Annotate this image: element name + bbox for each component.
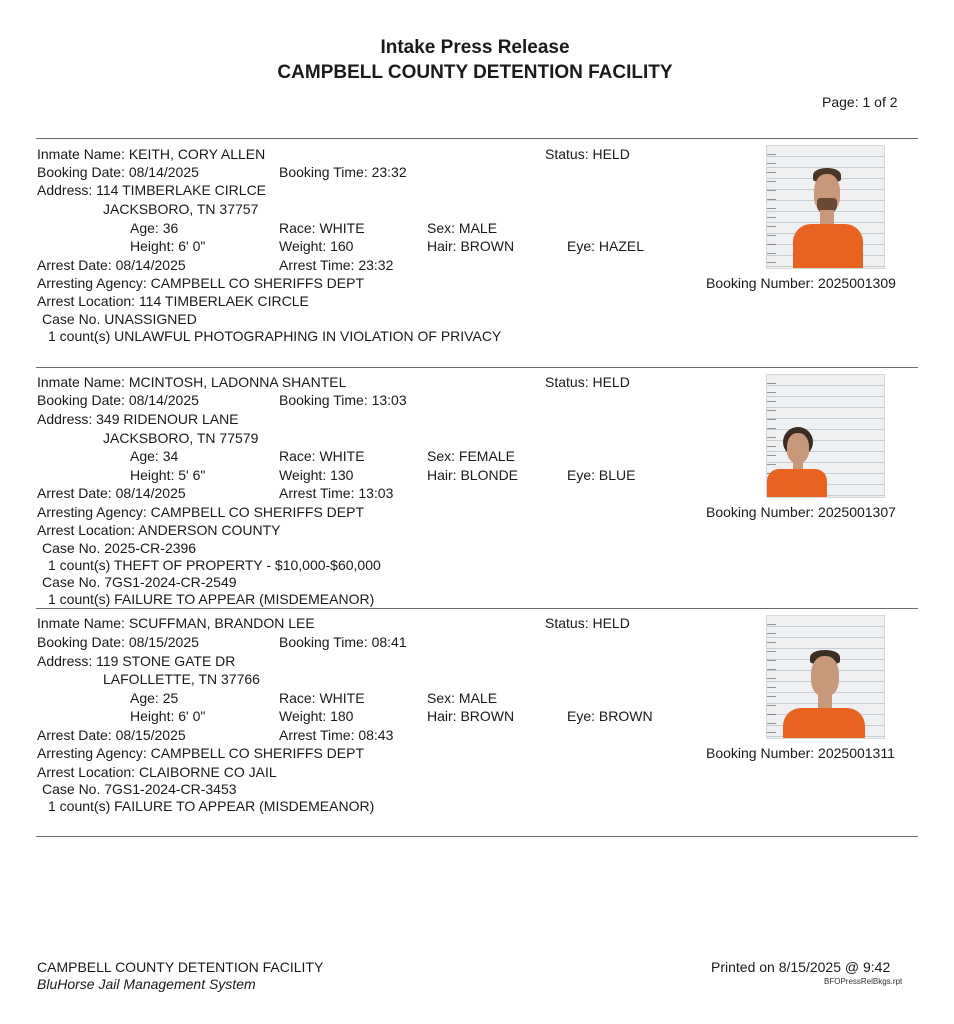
report-name: BFOPressRelBkgs.rpt <box>824 977 903 986</box>
sex: Sex: MALE <box>427 220 498 236</box>
height: Height: 5' 6" <box>130 467 206 483</box>
arrest-location: Arrest Location: 114 TIMBERLAEK CIRCLE <box>37 293 309 309</box>
mugshot-photo <box>766 374 885 498</box>
booking-number: Booking Number: 2025001307 <box>706 504 896 520</box>
arrest-date: Arrest Date: 08/14/2025 <box>37 257 186 273</box>
footer-facility: CAMPBELL COUNTY DETENTION FACILITY <box>37 959 324 975</box>
document-title: Intake Press Release <box>380 37 570 58</box>
inmate-name: Inmate Name: SCUFFMAN, BRANDON LEE <box>37 615 315 631</box>
age: Age: 36 <box>130 220 179 236</box>
race: Race: WHITE <box>279 690 365 706</box>
arresting-agency: Arresting Agency: CAMPBELL CO SHERIFFS DEPT <box>37 745 365 761</box>
booking-date: Booking Date: 08/14/2025 <box>37 392 199 408</box>
race: Race: WHITE <box>279 220 365 236</box>
eye: Eye: BLUE <box>567 467 636 483</box>
age: Age: 25 <box>130 690 179 706</box>
mugshot-photo <box>766 615 885 739</box>
eye: Eye: BROWN <box>567 708 653 724</box>
divider <box>36 138 918 139</box>
address-line2: JACKSBORO, TN 77579 <box>103 430 259 446</box>
booking-time: Booking Time: 13:03 <box>279 392 407 408</box>
charge: 1 count(s) FAILURE TO APPEAR (MISDEMEANOR) <box>48 591 375 607</box>
age: Age: 34 <box>130 448 179 464</box>
address-line1: Address: 114 TIMBERLAKE CIRLCE <box>37 182 267 198</box>
arrest-time: Arrest Time: 13:03 <box>279 485 394 501</box>
weight: Weight: 130 <box>279 467 354 483</box>
inmate-name: Inmate Name: KEITH, CORY ALLEN <box>37 146 266 162</box>
case-number: Case No. UNASSIGNED <box>42 311 197 327</box>
inmate-name: Inmate Name: MCINTOSH, LADONNA SHANTEL <box>37 374 347 390</box>
booking-time: Booking Time: 23:32 <box>279 164 407 180</box>
booking-date: Booking Date: 08/15/2025 <box>37 634 199 650</box>
address-line2: LAFOLLETTE, TN 37766 <box>103 671 260 687</box>
hair: Hair: BROWN <box>427 708 515 724</box>
status: Status: HELD <box>545 146 630 162</box>
height: Height: 6' 0" <box>130 238 206 254</box>
printed-timestamp: Printed on 8/15/2025 @ 9:42 <box>711 959 891 975</box>
divider <box>36 836 918 837</box>
charge: 1 count(s) UNLAWFUL PHOTOGRAPHING IN VIOLATION OF PRIVACY <box>48 328 502 344</box>
address-line2: JACKSBORO, TN 37757 <box>103 201 259 217</box>
divider <box>36 367 918 368</box>
booking-number: Booking Number: 2025001309 <box>706 275 896 291</box>
weight: Weight: 180 <box>279 708 354 724</box>
status: Status: HELD <box>545 374 630 390</box>
arresting-agency: Arresting Agency: CAMPBELL CO SHERIFFS DEPT <box>37 504 365 520</box>
case-number: Case No. 2025-CR-2396 <box>42 540 197 556</box>
charge: 1 count(s) FAILURE TO APPEAR (MISDEMEANOR) <box>48 798 375 814</box>
mugshot-photo <box>766 145 885 269</box>
sex: Sex: FEMALE <box>427 448 515 464</box>
footer-system: BluHorse Jail Management System <box>37 976 256 992</box>
status: Status: HELD <box>545 615 630 631</box>
race: Race: WHITE <box>279 448 365 464</box>
booking-date: Booking Date: 08/14/2025 <box>37 164 199 180</box>
booking-time: Booking Time: 08:41 <box>279 634 407 650</box>
arrest-location: Arrest Location: ANDERSON COUNTY <box>37 522 281 538</box>
arrest-time: Arrest Time: 08:43 <box>279 727 394 743</box>
arrest-location: Arrest Location: CLAIBORNE CO JAIL <box>37 764 277 780</box>
weight: Weight: 160 <box>279 238 354 254</box>
height: Height: 6' 0" <box>130 708 206 724</box>
arrest-date: Arrest Date: 08/14/2025 <box>37 485 186 501</box>
charge: 1 count(s) THEFT OF PROPERTY - $10,000-$60,000 <box>48 557 381 573</box>
hair: Hair: BROWN <box>427 238 515 254</box>
sex: Sex: MALE <box>427 690 498 706</box>
address-line1: Address: 119 STONE GATE DR <box>37 653 236 669</box>
address-line1: Address: 349 RIDENOUR LANE <box>37 411 239 427</box>
eye: Eye: HAZEL <box>567 238 645 254</box>
case-number: Case No. 7GS1-2024-CR-3453 <box>42 781 237 797</box>
divider <box>36 608 918 609</box>
page-number: Page: 1 of 2 <box>822 94 898 110</box>
booking-number: Booking Number: 2025001311 <box>706 745 895 761</box>
arresting-agency: Arresting Agency: CAMPBELL CO SHERIFFS DEPT <box>37 275 365 291</box>
arrest-date: Arrest Date: 08/15/2025 <box>37 727 186 743</box>
facility-heading: CAMPBELL COUNTY DETENTION FACILITY <box>277 62 673 83</box>
case-number: Case No. 7GS1-2024-CR-2549 <box>42 574 237 590</box>
hair: Hair: BLONDE <box>427 467 519 483</box>
arrest-time: Arrest Time: 23:32 <box>279 257 394 273</box>
